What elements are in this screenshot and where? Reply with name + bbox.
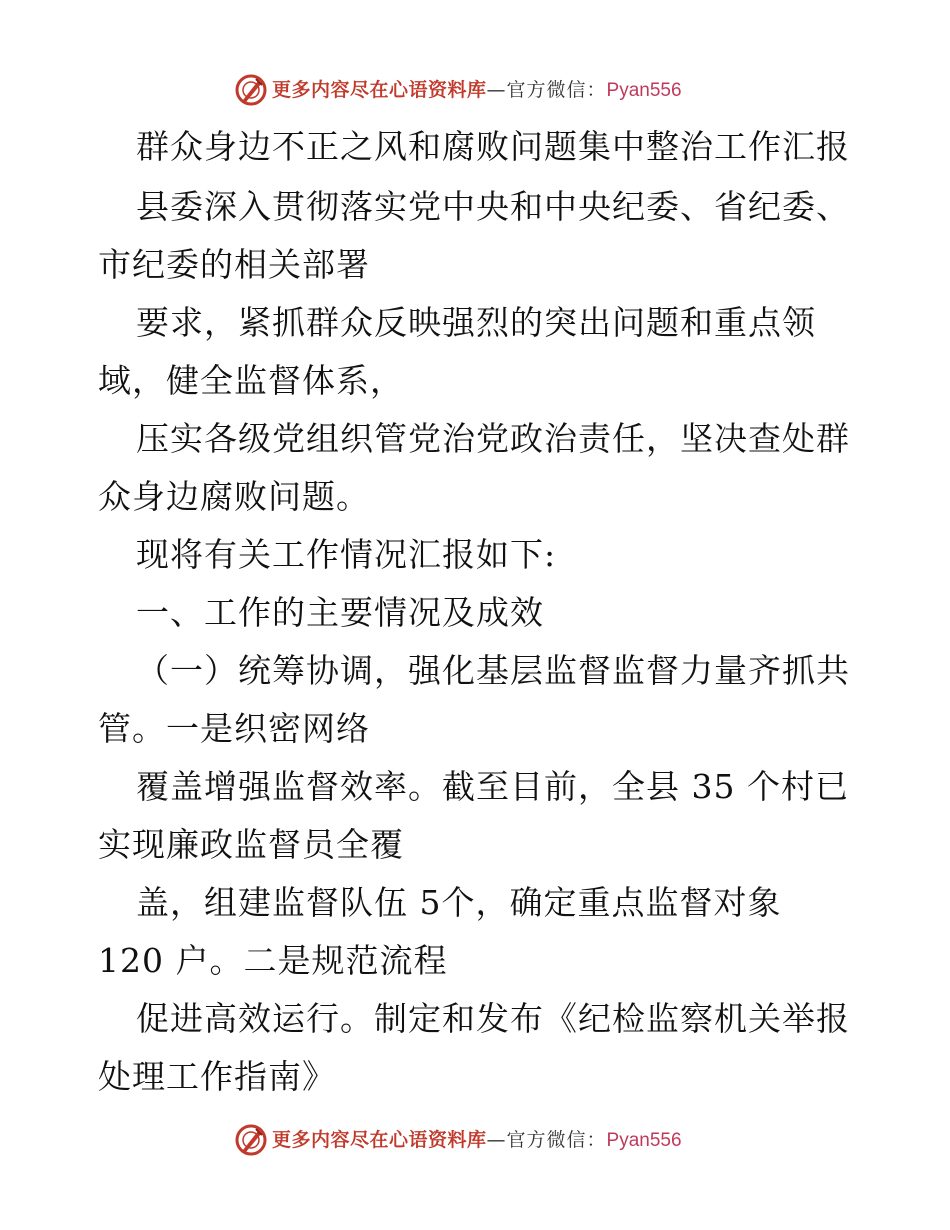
banner-wechat-label: —官方微信： [486,79,607,101]
paragraph-line: 现将有关工作情况汇报如下: [136,535,557,574]
paragraph-line: 众身边腐败问题。 [98,477,370,516]
banner-wechat-id: Pyan556 [606,80,682,101]
document-title: 群众身边不正之风和腐败问题集中整治工作汇报 [136,127,850,166]
paragraph-line: 处理工作指南》 [98,1057,336,1096]
banner-wechat-label: —官方微信： [486,1129,607,1151]
section-heading: 一、工作的主要情况及成效 [136,593,544,632]
footer-banner-text [272,1127,682,1153]
paragraph-line: 盖，组建监督队伍 5个，确定重点监督对象 [136,883,782,922]
paragraph-line: 促进高效运行。制定和发布《纪检监察机关举报 [136,999,850,1038]
paragraph-line: 压实各级党组织管党治党政治责任，坚决查处群 [136,419,850,458]
paragraph-line: 市纪委的相关部署 [98,245,370,284]
footer-banner [0,1120,950,1160]
banner-site-name: 更多内容尽在心语资料库 [272,1129,487,1151]
paragraph-line: 实现廉政监督员全覆 [98,825,404,864]
subsection-heading: （一）统筹协调，强化基层监督监督力量齐抓共 [136,651,850,690]
paragraph-line: 120 户。二是规范流程 [98,941,448,980]
pen-seal-icon [234,1123,268,1157]
banner-wechat-id: Pyan556 [606,1130,682,1151]
paragraph-line: 域，健全监督体系， [98,361,404,400]
paragraph-line: 县委深入贯彻落实党中央和中央纪委、省纪委、 [136,187,850,226]
paragraph-line: 覆盖增强监督效率。截至目前，全县 35 个村已 [136,767,849,806]
banner-site-name: 更多内容尽在心语资料库 [272,79,487,101]
paragraph-line: 管。一是织密网络 [98,709,370,748]
paragraph-line: 要求，紧抓群众反映强烈的突出问题和重点领 [136,303,816,342]
